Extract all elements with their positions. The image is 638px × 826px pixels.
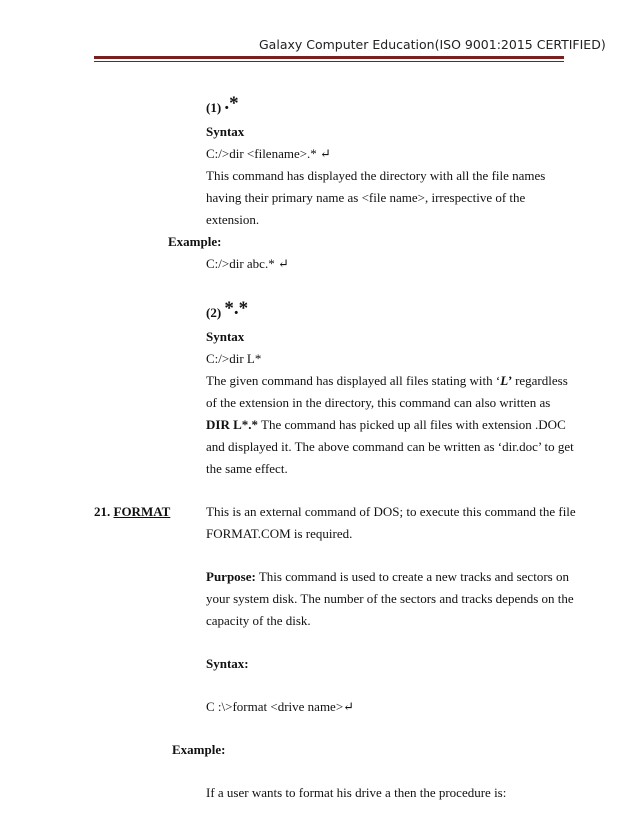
format-example-text: If a user wants to format his drive a then the procedure is:	[206, 785, 507, 800]
format-heading	[94, 504, 170, 520]
section-1-example-label: Example:	[168, 234, 222, 249]
section-1-command: C:/>dir <filename>.* ↵	[206, 146, 331, 161]
section-2-desc-line-2: of the extension in the directory, this command can also written as	[206, 395, 551, 410]
format-name: FORMAT	[113, 504, 171, 519]
section-1-desc-line-3: extension.	[206, 212, 260, 227]
section-2-wildcard: *.*	[224, 298, 249, 319]
section-1-heading	[206, 93, 239, 116]
format-example-label: Example:	[172, 742, 226, 757]
page-header-title: Galaxy Computer Education(ISO 9001:2015 CERTIFIED)	[259, 37, 606, 52]
section-2-desc-line-1-em: L’	[500, 373, 512, 388]
section-2-desc-line-1-post: regardless	[511, 373, 568, 388]
section-2-heading	[206, 298, 249, 321]
section-1-number: (1)	[206, 100, 222, 115]
section-2-desc-line-1	[206, 373, 568, 389]
section-2-desc-line-5: the same effect.	[206, 461, 288, 476]
format-purpose-label: Purpose:	[206, 569, 256, 584]
format-syntax-label: Syntax:	[206, 656, 249, 671]
section-2-command: C:/>dir L*	[206, 351, 262, 366]
header-rule-thin	[94, 61, 564, 62]
section-1-wildcard: .*	[224, 93, 239, 114]
section-1-syntax-label: Syntax	[206, 124, 245, 139]
section-2-number: (2)	[206, 305, 222, 320]
format-purpose-line-2: your system disk. The number of the sectors and tracks depends on the	[206, 591, 574, 606]
format-number: 21.	[94, 504, 111, 519]
format-purpose-text-1: This command is used to create a new tracks and sectors on	[255, 569, 569, 584]
section-2-desc-line-3-bold: DIR L*.*	[206, 417, 259, 432]
header-rule-thick	[94, 56, 564, 59]
section-1-desc-line-1: This command has displayed the directory with all the file names	[206, 168, 546, 183]
section-2-desc-line-3-rest: The command has picked up all files with extension .DOC	[258, 417, 566, 432]
format-purpose-line-1	[206, 569, 569, 585]
section-2-desc-line-1-pre: The given command has displayed all files stating with ‘	[206, 373, 501, 388]
format-purpose-line-3: capacity of the disk.	[206, 613, 311, 628]
format-intro-line-1: This is an external command of DOS; to execute this command the file	[206, 504, 576, 519]
section-2-syntax-label: Syntax	[206, 329, 245, 344]
section-2-desc-line-4: and displayed it. The above command can be written as ‘dir.doc’ to get	[206, 439, 574, 454]
section-1-desc-line-2: having their primary name as <file name>, irrespective of the	[206, 190, 526, 205]
format-syntax-command: C :\>format <drive name>↵	[206, 699, 355, 714]
section-1-example-command: C:/>dir abc.* ↵	[206, 256, 289, 271]
section-2-desc-line-3	[206, 417, 566, 433]
format-intro-line-2: FORMAT.COM is required.	[206, 526, 353, 541]
